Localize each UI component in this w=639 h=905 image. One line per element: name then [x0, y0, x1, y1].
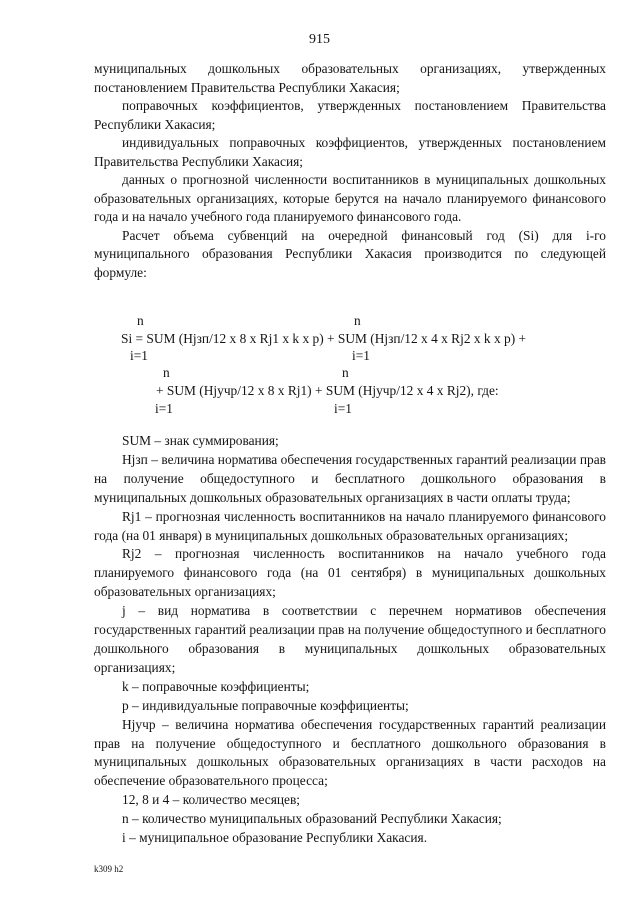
sum-upper-limit: n	[137, 313, 144, 328]
intro-text	[94, 60, 606, 282]
sum-lower-limit: i=1	[130, 348, 148, 363]
paragraph: Расчет объема субвенций на очередной финансовый год (Si) для i-го муниципального образования Республики Хакасия производится по следующей формуле:	[94, 227, 606, 280]
definition-item: Hjучр – величина норматива обеспечения государственных гарантий реализации прав на получение общедоступного и бесплатного дошкольного образования в муниципальных дошкольных образовательных организациях в части расходов на обеспечение образовательного процесса;	[94, 716, 606, 789]
paragraph: индивидуальных поправочных коэффициентов, утвержденных постановлением Правительства Республики Хакасия;	[94, 135, 606, 169]
paragraph: поправочных коэффициентов, утвержденных постановлением Правительства Республики Хакасия;	[94, 98, 606, 132]
definition-item: i – муниципальное образование Республики Хакасия.	[122, 830, 428, 846]
definition-item: Rj2 – прогнозная численность воспитанников на начало учебного года планируемого финансового года (на 01 сентября) в муниципальных дошкольных образовательных организациях;	[94, 546, 606, 600]
paragraph: данных о прогнозной численности воспитанников в муниципальных дошкольных образовательных организациях, которые берутся на начало планируемого финансового года и на начало учебного года планируемого финансового года.	[94, 172, 606, 224]
sum-upper-limit: n	[163, 365, 170, 380]
paragraph: муниципальных дошкольных образовательных организациях, утвержденных постановлением Правительства Республики Хакасия;	[94, 61, 606, 95]
sum-upper-limit: n	[354, 313, 361, 328]
page-number: 915	[309, 32, 330, 47]
sum-upper-limit: n	[342, 365, 349, 380]
definition-item: 12, 8 и 4 – количество месяцев;	[122, 792, 301, 808]
definition-item: SUM – знак суммирования;	[122, 433, 279, 448]
formula-line-2: + SUM (Hjучр/12 x 8 x Rj1) + SUM (Hjучр/12 x 4 x Rj2), где:	[156, 383, 499, 398]
definition-item: Rj1 – прогнозная численность воспитанников на начало планируемого финансового года (на 01 января) в муниципальных дошкольных образовательных организациях;	[94, 508, 606, 543]
definition-item: Hjзп – величина норматива обеспечения государственных гарантий реализации прав на получение общедоступного и бесплатного дошкольного образования в муниципальных дошкольных образовательных организациях в части оплаты труда;	[94, 451, 606, 505]
definition-item: j – вид норматива в соответствии с перечнем нормативов обеспечения государственных гарантий реализации прав на получение общедоступного и бесплатного дошкольного образования в муниципальных дошкольных образовательных организациях;	[94, 603, 606, 675]
footer-code: k309 h2	[94, 864, 124, 874]
definition-item: k – поправочные коэффициенты;	[122, 678, 310, 694]
formula-line-1: Si = SUM (Hjзп/12 x 8 x Rj1 x k x p) + SUM (Hjзп/12 x 4 x Rj2 x k x p) +	[121, 331, 527, 346]
sum-lower-limit: i=1	[155, 401, 173, 416]
definition-item: n – количество муниципальных образований Республики Хакасия;	[122, 811, 502, 827]
sum-lower-limit: i=1	[352, 348, 370, 363]
definitions	[94, 432, 606, 848]
definition-item: p – индивидуальные поправочные коэффициенты;	[122, 697, 409, 713]
sum-lower-limit: i=1	[334, 401, 352, 416]
